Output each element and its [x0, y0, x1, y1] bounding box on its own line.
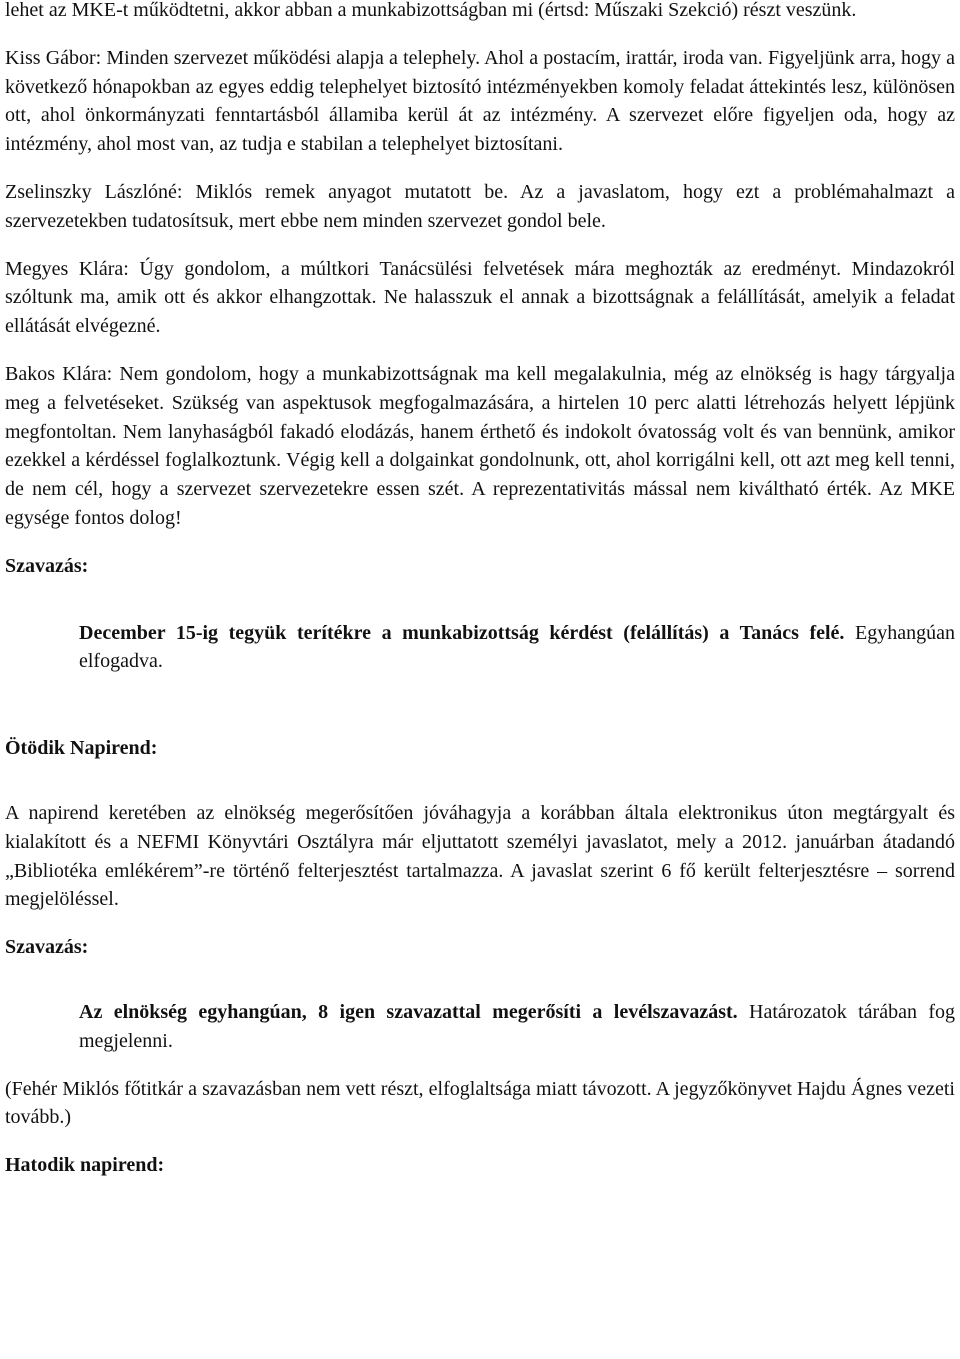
- vote-decision-1-bold: December 15-ig tegyük terítékre a munkabizottság kérdést (felállítás) a Tanács felé.: [79, 621, 845, 644]
- vote-heading-2: Szavazás:: [5, 936, 89, 959]
- paragraph-kiss-gabor: Kiss Gábor: Minden szervezet működési alapja a telephely. Ahol a postacím, irattár, iroda van. Figyeljünk arra, hogy a következő hónapokban az egyes eddig telephelyet biztosító intézményekben komoly feladat áttekintés lesz, különösen ott, ahol önkormányzati fenntartásból államiba kerül át az intézmény. A szervezet előre figyeljen oda, hogy az intézmény, ahol most van, az tudja e stabilan a telephelyet biztosítani.: [5, 46, 955, 156]
- paragraph-bakos-klara: Bakos Klára: Nem gondolom, hogy a munkabizottságnak ma kell megalakulnia, még az elnökség is hagy tárgyalja meg a felvetéseket. Szükség van aspektusok megfogalmazására, a hirtelen 10 perc alatti létrehozás helyett lépjünk megfontoltan. Nem lanyhaságból fakadó elodázás, hanem érthető és indokolt óvatosság volt és van bennünk, amikor ezekkel a kérdéssel foglalkoztunk. Végig kell a dolgainkat gondolnunk, ott, ahol korrigálni kell, ott azt meg kell tenni, de nem cél, hogy a szervezet szervezetekre essen szét. A reprezentativitás mással nem kiváltható érték. Az MKE egysége fontos dolog!: [5, 362, 955, 529]
- vote-decision-2: [79, 998, 955, 1056]
- vote-decision-1: [79, 619, 955, 677]
- paragraph-megyes-klara: Megyes Klára: Úgy gondolom, a múltkori Tanácsülési felvetések mára meghozták az eredményt. Mindazokról szóltunk ma, amik ott és akkor elhangzottak. Ne halasszuk el annak a bizottságnak a felállítását, amelyik a feladat ellátását elvégezné.: [5, 257, 955, 338]
- agenda-5-heading: Ötödik Napirend:: [5, 737, 158, 760]
- vote-heading-1: Szavazás:: [5, 554, 89, 577]
- note-paragraph: (Fehér Miklós főtitkár a szavazásban nem vett részt, elfoglaltsága miatt távozott. A jegyzőkönyvet Hajdu Ágnes vezeti tovább.): [5, 1077, 955, 1129]
- vote-decision-2-result: Határozatok tárában fog megjelenni.: [79, 1000, 955, 1052]
- vote-decision-2-bold: Az elnökség egyhangúan, 8 igen szavazattal megerősíti a levélszavazást.: [79, 1000, 738, 1023]
- agenda-5-text: A napirend keretében az elnökség megerősítően jóváhagyja a korábban általa elektronikus úton megtárgyalt és kialakított és a NEFMI Könyvtári Osztályra már eljuttatott személyi javaslatot, mely a 2012. januárban átadandó „Bibliotéka emlékérem”-re történő felterjesztést tartalmazza. A javaslat szerint 6 fő került felterjesztésre – sorrend megjelöléssel.: [5, 801, 955, 911]
- paragraph-zselinszky: Zselinszky Lászlóné: Miklós remek anyagot mutatott be. Az a javaslatom, hogy ezt a problémahalmazt a szervezetekben tudatosítsuk, mert ebbe nem minden szervezet gondol bele.: [5, 180, 955, 232]
- paragraph-continuation: lehet az MKE-t működtetni, akkor abban a munkabizottságban mi (értsd: Műszaki Szekció) részt veszünk.: [5, 0, 857, 21]
- agenda-6-heading: Hatodik napirend:: [5, 1154, 165, 1177]
- vote-decision-1-result: Egyhangúan elfogadva.: [79, 621, 955, 673]
